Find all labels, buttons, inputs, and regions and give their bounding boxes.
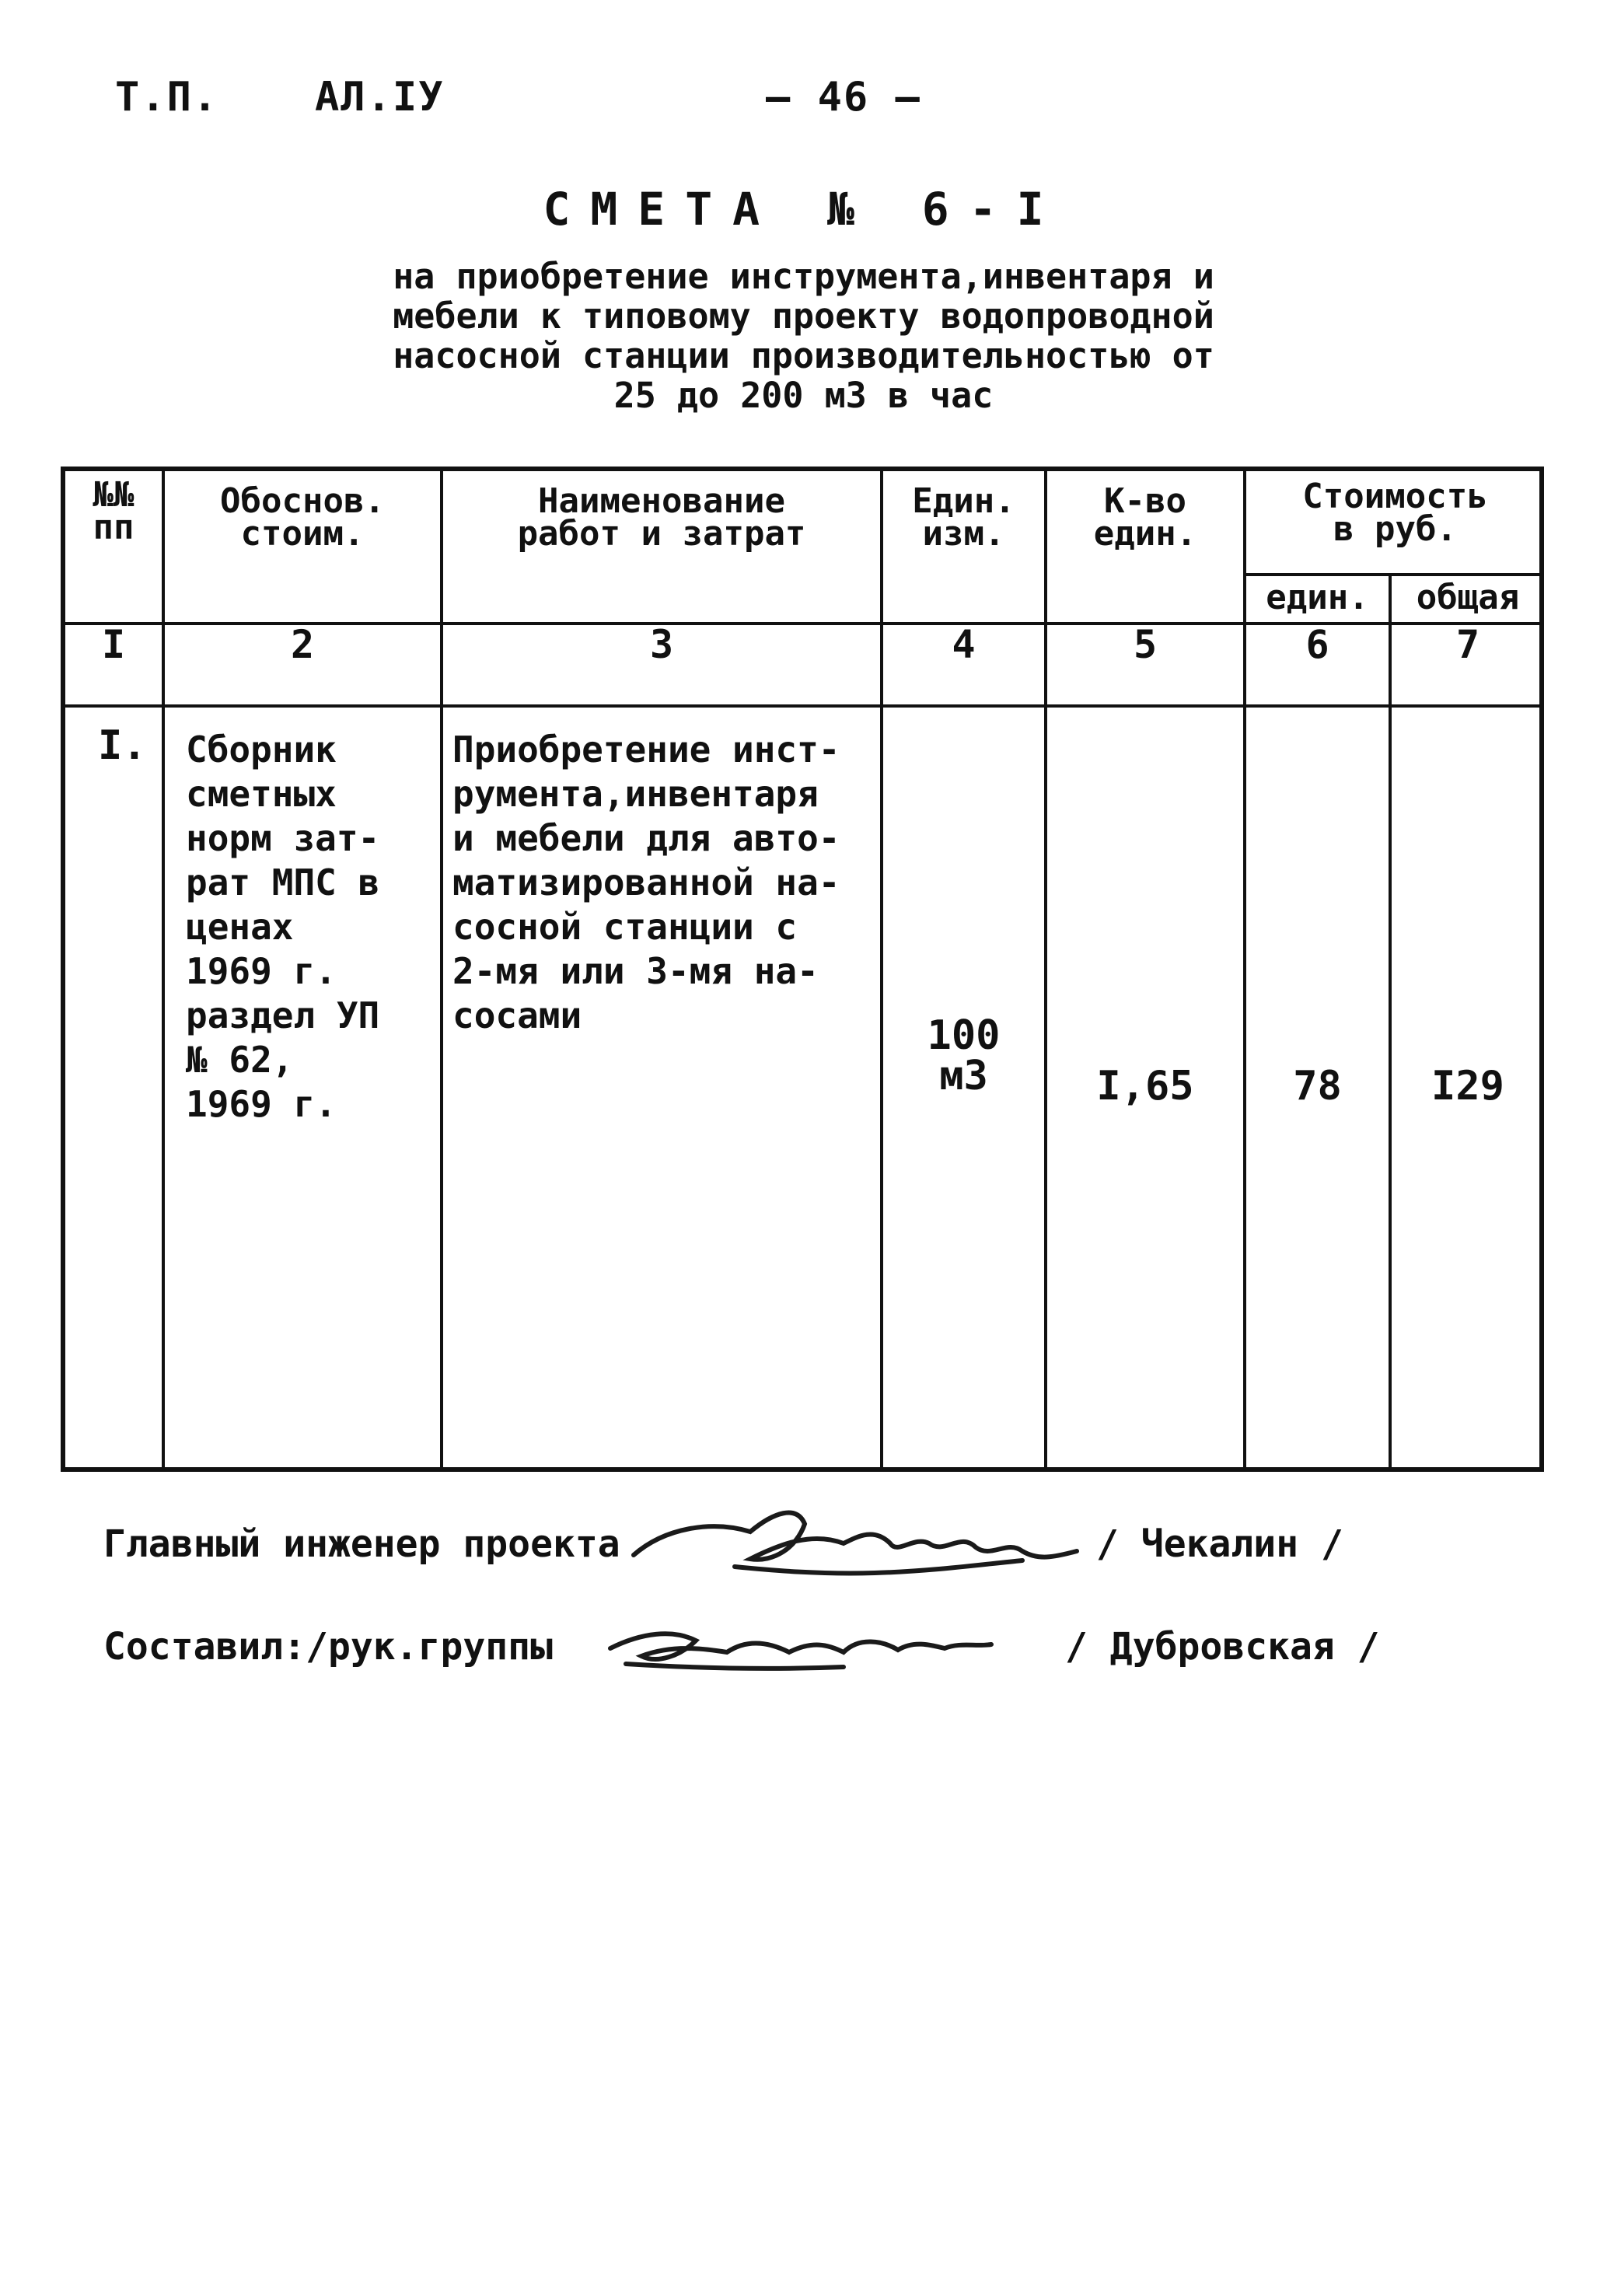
document-title: СМЕТА № 6-I	[543, 183, 1064, 236]
header-name: Наименование работ и затрат	[517, 481, 806, 554]
column-divider	[162, 471, 165, 1467]
row-number: I.	[98, 722, 147, 769]
column-number: 4	[952, 622, 976, 667]
page-number: – 46 –	[766, 74, 921, 121]
compiled-by-signature	[595, 1602, 1030, 1695]
row-divider	[1243, 573, 1539, 576]
column-number: 7	[1455, 622, 1480, 667]
column-divider	[1243, 471, 1246, 1467]
subtitle-line: 25 до 200 м3 в час	[613, 375, 994, 416]
row-divider	[65, 704, 1539, 708]
subtitle-line: мебели к типовому проекту водопроводной	[393, 295, 1214, 337]
document-subtitle	[0, 257, 1607, 415]
column-number: 6	[1305, 622, 1329, 667]
header-cost: Стоимость в руб.	[1302, 477, 1488, 549]
row-name: Приобретение инст- румента,инвентаря и мебели для авто- матизированной на- сосной станции с 2-мя или 3-мя на- сосами	[452, 729, 840, 1036]
column-divider	[1044, 471, 1047, 1467]
estimate-table	[61, 467, 1544, 1472]
header-unit-cost: един.	[1266, 578, 1369, 617]
row-unit-price: 78	[1293, 1063, 1342, 1110]
album-code: АЛ.IУ	[315, 74, 445, 121]
row-total: I29	[1431, 1063, 1504, 1110]
row-basis: Сборник сметных норм зат- рат МПС в ценах 1969 г. раздел УП № 62, 1969 г.	[186, 729, 380, 1125]
compiled-by-name: / Дубровская /	[1065, 1625, 1380, 1669]
header-basis: Обоснов. стоим.	[220, 481, 385, 554]
column-number: 5	[1133, 622, 1158, 667]
column-number: I	[101, 622, 126, 667]
subtitle-line: на приобретение инструмента,инвентаря и	[393, 256, 1214, 297]
header-number: №№ пп	[93, 475, 134, 547]
subtitle-line: насосной станции производительностью от	[393, 335, 1214, 376]
row-quantity: I,65	[1096, 1063, 1194, 1110]
chief-engineer-label: Главный инженер проекта	[103, 1522, 620, 1566]
header-unit: Един. изм.	[912, 481, 1015, 554]
header-quantity: К-во един.	[1093, 481, 1197, 554]
column-divider	[440, 471, 443, 1467]
chief-engineer-name: / Чекалин /	[1096, 1522, 1343, 1566]
row-unit: 100 м3	[927, 1012, 1001, 1099]
column-number: 3	[649, 622, 674, 667]
column-divider	[880, 471, 883, 1467]
header-total-cost: общая	[1416, 578, 1520, 617]
compiled-by-label: Составил:/рук.группы	[103, 1625, 553, 1669]
chief-engineer-signature	[618, 1489, 1100, 1606]
column-number: 2	[290, 622, 315, 667]
series-code: Т.П.	[115, 74, 219, 121]
